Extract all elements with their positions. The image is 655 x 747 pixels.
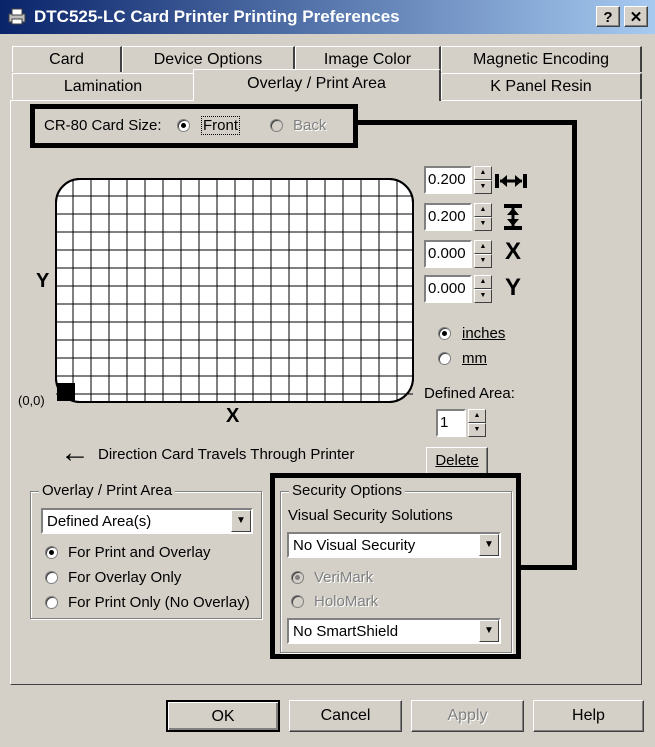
dropdown-arrow-icon[interactable]: ▼ (479, 620, 499, 642)
width-input[interactable]: 0.200 (424, 166, 472, 194)
spin-up-icon[interactable]: ▲ (474, 240, 492, 254)
spin-down-icon[interactable]: ▼ (468, 423, 486, 437)
print-only-radio[interactable] (45, 596, 58, 609)
height-spinner[interactable] (424, 203, 499, 231)
holomark-radio[interactable] (291, 595, 304, 608)
tab-overlay-print-area[interactable]: Overlay / Print Area (193, 69, 441, 101)
origin-label: (0,0) (18, 393, 45, 408)
tab-device-options[interactable]: Device Options (122, 46, 295, 72)
spin-down-icon[interactable]: ▼ (474, 217, 492, 231)
spin-up-icon[interactable]: ▲ (474, 203, 492, 217)
height-icon (502, 203, 524, 231)
x-offset-icon: X (505, 238, 522, 265)
dropdown-arrow-icon[interactable]: ▼ (479, 534, 499, 556)
spin-down-icon[interactable]: ▼ (474, 180, 492, 194)
visual-security-dropdown[interactable] (287, 532, 501, 558)
height-input[interactable]: 0.200 (424, 203, 472, 231)
overlay-area-dropdown[interactable] (41, 508, 253, 534)
width-icon (494, 172, 528, 190)
defined-area-label: Defined Area: (424, 385, 515, 402)
spin-up-icon[interactable]: ▲ (468, 409, 486, 423)
card-size-label: CR-80 Card Size: (44, 117, 162, 134)
front-radio[interactable] (177, 119, 190, 132)
y-axis-label: Y (36, 270, 50, 292)
holomark-label[interactable]: HoloMark (314, 593, 379, 610)
overlay-only-radio[interactable] (45, 571, 58, 584)
window-title: DTC525-LC Card Printer Printing Preferences (34, 7, 400, 26)
back-radio[interactable] (270, 119, 283, 132)
direction-text: Direction Card Travels Through Printer (98, 446, 355, 463)
front-label[interactable]: Front (203, 117, 239, 134)
smartshield-dropdown[interactable] (287, 618, 501, 644)
x-offset-spinner[interactable] (424, 240, 499, 268)
print-and-overlay-radio[interactable] (45, 546, 58, 559)
help-title-button[interactable]: ? (596, 6, 620, 27)
back-label[interactable]: Back (293, 117, 327, 134)
spin-down-icon[interactable]: ▼ (474, 254, 492, 268)
ok-button[interactable]: OK (166, 700, 280, 732)
security-group-title: Security Options (289, 482, 405, 499)
inches-radio[interactable] (438, 327, 451, 340)
spin-up-icon[interactable]: ▲ (474, 275, 492, 289)
cancel-button[interactable]: Cancel (289, 700, 402, 732)
spin-down-icon[interactable]: ▼ (474, 289, 492, 303)
printer-icon (6, 7, 28, 25)
verimark-label[interactable]: VeriMark (314, 569, 374, 586)
card-grid[interactable] (55, 178, 415, 406)
overlay-area-value: Defined Area(s) (47, 513, 152, 530)
width-spinner[interactable] (424, 166, 499, 194)
overlay-group-title: Overlay / Print Area (39, 482, 175, 499)
defined-area-spinner[interactable] (436, 409, 492, 437)
inches-label[interactable]: inches (462, 325, 506, 342)
x-axis-label: X (226, 405, 240, 427)
title-bar (0, 0, 655, 34)
overlay-only-label[interactable]: For Overlay Only (68, 569, 182, 586)
help-button[interactable]: Help (533, 700, 644, 732)
y-offset-input[interactable]: 0.000 (424, 275, 472, 303)
annotation-line-bottom (517, 565, 577, 570)
tab-magnetic-encoding[interactable]: Magnetic Encoding (441, 46, 642, 72)
dropdown-arrow-icon[interactable]: ▼ (231, 510, 251, 532)
annotation-line-top (355, 120, 577, 125)
mm-label[interactable]: mm (462, 350, 487, 367)
tab-lamination[interactable]: Lamination (12, 73, 195, 99)
verimark-radio[interactable] (291, 571, 304, 584)
y-offset-spinner[interactable] (424, 275, 499, 303)
print-and-overlay-label[interactable]: For Print and Overlay (68, 544, 211, 561)
annotation-line-right (572, 120, 577, 570)
defined-area-input[interactable]: 1 (436, 409, 466, 437)
tab-card[interactable]: Card (12, 46, 122, 72)
arrow-left-icon: ← (60, 436, 90, 469)
print-only-label[interactable]: For Print Only (No Overlay) (68, 594, 250, 611)
delete-label: Delete (435, 452, 479, 469)
y-offset-icon: Y (505, 274, 522, 301)
defined-area-marker (57, 383, 75, 401)
x-offset-input[interactable]: 0.000 (424, 240, 472, 268)
smartshield-value: No SmartShield (293, 623, 399, 640)
delete-button[interactable] (426, 447, 488, 475)
tab-k-panel-resin[interactable]: K Panel Resin (441, 73, 642, 99)
close-icon[interactable]: ✕ (624, 6, 648, 27)
visual-security-value: No Visual Security (293, 537, 416, 554)
mm-radio[interactable] (438, 352, 451, 365)
apply-button[interactable]: Apply (411, 700, 524, 732)
tab-image-color[interactable]: Image Color (295, 46, 441, 72)
spin-up-icon[interactable]: ▲ (474, 166, 492, 180)
visual-security-label: Visual Security Solutions (288, 507, 453, 524)
